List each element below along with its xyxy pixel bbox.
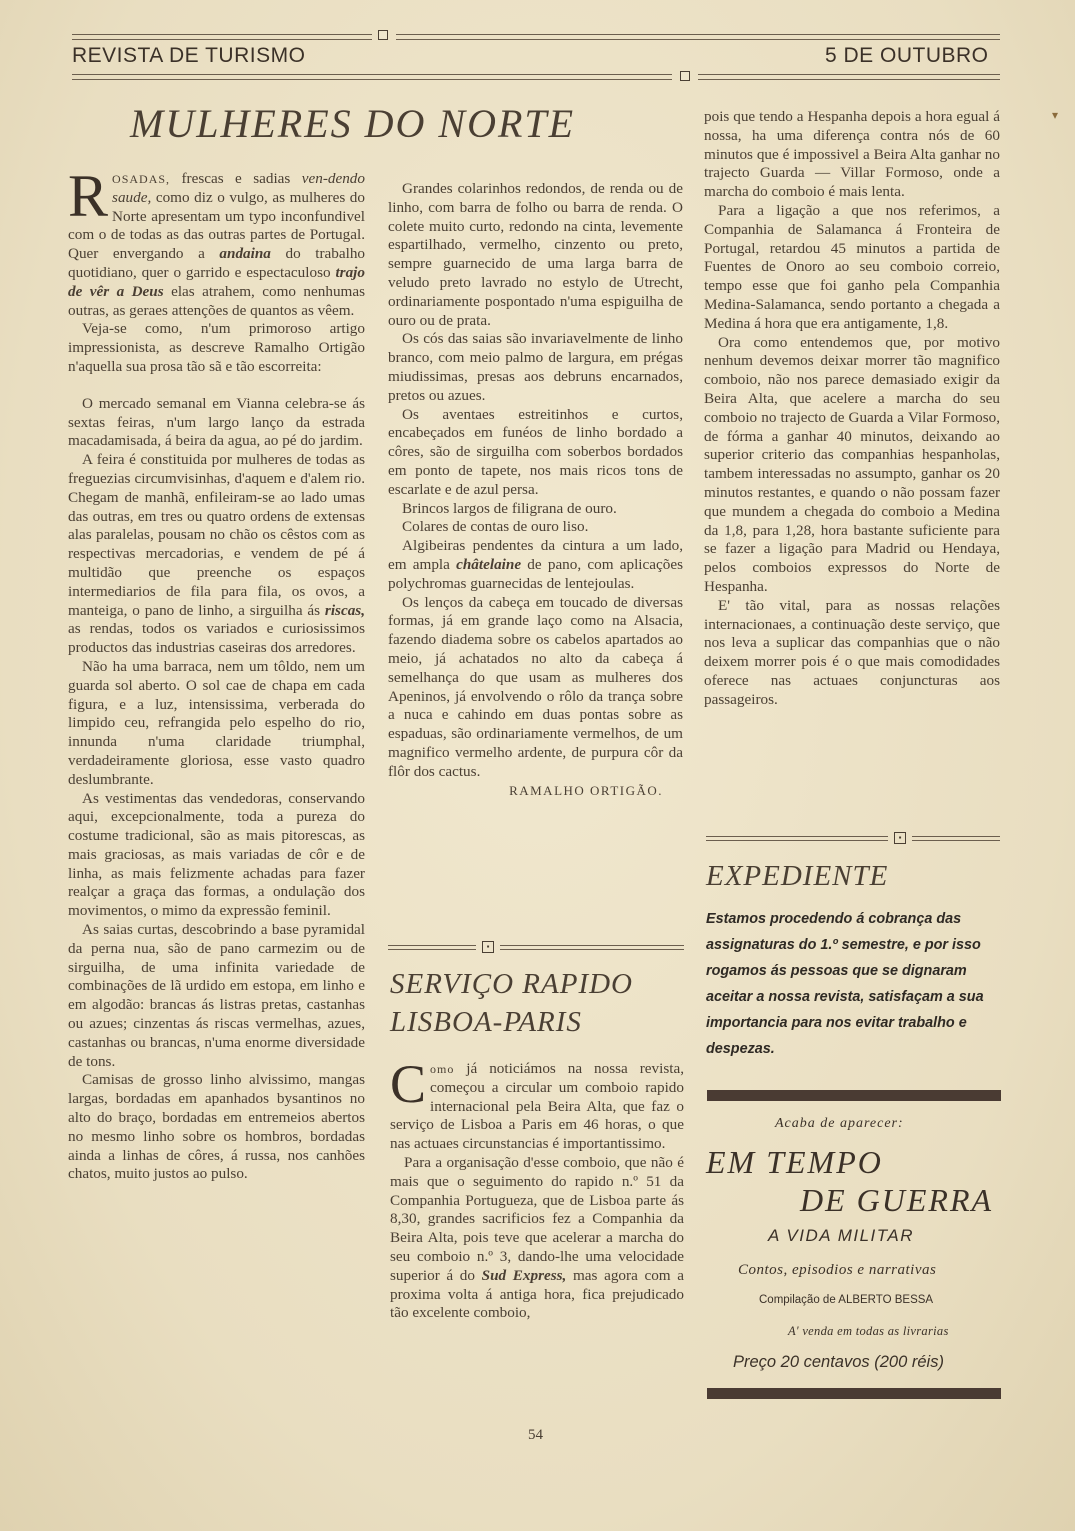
- article-column-3: [704, 108, 1000, 710]
- advert-kicker: Acaba de aparecer:: [775, 1116, 904, 1131]
- advert-bottom-bar: [707, 1388, 1001, 1399]
- quote-paragraph: Os aventaes estreitinhos e curtos, encabeçados em funéos de linho bordado a côres, são de sirguilha com soberbos bordados em ponto de tapete, nos mais ricos tons de escarlate e de azul persa.: [388, 405, 683, 498]
- quote-paragraph: Não ha uma barraca, nem um tôldo, nem um guarda sol aberto. O sol cae de chapa em cada figura, e a luz, intensissima, verberada do limpido ceu, refrangida pelo espelho do rio, innunda n'uma claridade triumphal, verdadeiramente gloriosa, esse vasto quadro deslumbrante.: [68, 657, 365, 788]
- header-rule-bottom-left: [72, 74, 672, 80]
- header-ornament-top: [378, 30, 388, 40]
- advert-price: Preço 20 centavos (200 réis): [733, 1353, 944, 1371]
- advert-subtitle: A VIDA MILITAR: [768, 1226, 915, 1245]
- article-column-2: [388, 180, 683, 800]
- quote-paragraph: Os lenços da cabeça em toucado de diversas formas, já em grande laço como na Alsacia, fazendo diadema sobre os cabelos apartados ao meio, já achatados no alto da cabeça á semelhança do que usam as mulheres dos Apeninos, já envolvendo o rôlo da trança sobre a nuca e cahindo em duas pontas sobre as espaduas, são ordinariamente vermelhos, de um magnifico vermelho ardente, de purpura côr da flôr dos cactus.: [388, 593, 683, 780]
- header-rule-bottom-right: [698, 74, 1000, 80]
- divider-ornament-icon: ▪: [894, 832, 906, 844]
- expediente-title: EXPEDIENTE: [706, 860, 889, 892]
- quote-paragraph: Os cós das saias são invariavelmente de linho branco, com meio palmo de largura, em prégas miudissimas, presas aos debruns encarnados, pretos ou azues.: [388, 330, 683, 404]
- quote-paragraph: As saias curtas, descobrindo a base pyramidal da perna nua, são de pano carmezim ou de sirguilha, de uma infinita variedade de combinações de lã urdido em estopa, em linho e em algodão: brancas ás listras pretas, castanhas ou azues; cinzentas ás riscas vermelhas, azues, castanhas ou brancas, n'uma enorme diversidade de tons.: [68, 921, 365, 1070]
- quote-paragraph: Brincos largos de filigrana de ouro.: [402, 499, 617, 517]
- divider-ornament-icon: ▪: [482, 941, 494, 953]
- article-title-servico: SERVIÇO RAPIDO: [390, 968, 633, 1000]
- article-paragraph: Veja-se como, n'um primoroso artigo impressionista, as descreve Ramalho Ortigão n'aquella sua prosa tão sã e tão escorreita:: [68, 320, 365, 375]
- expediente-divider-right: [912, 836, 1000, 841]
- section-divider-left: [388, 945, 476, 950]
- article-paragraph: Para a ligação a que nos referimos, a Companhia de Salamanca á Fronteira de Portugal, retardou 45 minutos a partida de Fuentes de Onoro ao seu comboio correio, tempo esse que foi ganho pela Companhia Medina-Salamanca, sendo portanto a chegada a Medina á hora que era antigamente, 1,8.: [704, 201, 1000, 332]
- article-paragraph: E' tão vital, para as nossas relações internacionaes, a continuação deste serviço, que nos leva a suplicar das companhias que o não deixem morrer pois é o que mais comodidades oferece nas actuaes conjuncturas aos passageiros.: [704, 596, 1000, 708]
- header-journal-title: REVISTA DE TURISMO: [72, 44, 306, 67]
- quote-paragraph: A feira é constituida por mulheres de todas as freguezias circumvisinhas, d'aquem e d'alem rio. Chegam de manhã, enfileiram-se ao lado umas das outras, em tres ou quatro ordens de extensas alas paralelas, pousam no chão os cêstos com as respectivas mercadorias, e vendem de pé á multidão que preenche os espaços intermediarios de fila para fila, os ovos, a manteiga, o pano de linho, a sirguilha ás riscas, as rendas, todos os variados e curiosissimos productos das industrias caseiras dos arredores.: [68, 451, 365, 657]
- article-paragraph: Para a organisação d'esse comboio, que não é mais que o seguimento do rapido n.º 51 da Companhia Portugueza, que de Lisboa parte ás 8,30, grandes sacrificios fez a Companhia da Beira Alta, pois teve que acelerar a marcha do seu comboio n.º 3, dando-lhe uma velocidade superior á do Sud Express, mas agora com a proxima volta á antiga hora, fica prejudicado tão excelente comboio,: [390, 1153, 684, 1322]
- article-title-mulheres: MULHERES DO NORTE: [130, 101, 576, 146]
- margin-mark-icon: ▾: [1052, 108, 1059, 122]
- expediente-divider-left: [706, 836, 888, 841]
- article-column-1: [68, 163, 366, 1184]
- author-signature: RAMALHO ORTIGÃO.: [509, 782, 663, 798]
- section-divider-right: [500, 945, 684, 950]
- expediente-notice: Estamos procedendo á cobrança das assignaturas do 1.º semestre, e por isso rogamos ás pessoas que se dignaram aceitar a nossa revista, satisfaçam a sua importancia para nos evitar trabalho e despezas.: [706, 911, 984, 1057]
- drop-cap: R: [68, 163, 109, 229]
- article-paragraph: Como já noticiámos na nossa revista, começou a circular um comboio rapido internacional pela Beira Alta, que faz o serviço de Lisboa a Paris em 46 horas, o que nas actuaes circunstancias é importantissimo.: [390, 1054, 684, 1153]
- article-paragraph: pois que tendo a Hespanha depois a hora egual á nossa, ha uma diferença contra nós de 60 minutos que é impossivel a Beira Alta ganhar no trajecto Guarda — Villar Formoso, onde a marcha do comboio é mais lenta.: [704, 108, 1000, 201]
- quote-paragraph: Camisas de grosso linho alvissimo, mangas largas, bordadas em apanhados bysantinos no alto do braço, bordadas em entremeios abertos no mesmo linho sobre os hombros, bordadas ainda a linhas de côres, á russa, nos canhões chatos, muito justos ao pulso.: [68, 1071, 365, 1183]
- quote-paragraph: As vestimentas das vendedoras, conservando aqui, excepcionalmente, toda a pureza do costume tradicional, são as mais pitorescas, as mais graciosas, as mais variadas de côr e de linha, as mais felizmente achadas para fazer realçar a graça das formas, a ondulação dos movimentos, o mimo da expressão feminil.: [68, 789, 365, 920]
- advert-title-line-1: EM TEMPO: [706, 1144, 883, 1180]
- advert-line-compilacao: Compilação de ALBERTO BESSA: [759, 1294, 934, 1306]
- quote-paragraph: O mercado semanal em Vianna celebra-se ás sextas feiras, n'um largo lanço da estrada macadamisada, á beira da agua, ao pé do jardim.: [68, 394, 365, 450]
- header-rule-top-left: [72, 34, 372, 40]
- advert-top-bar: [707, 1090, 1001, 1101]
- article-title-lisboa-paris: LISBOA-PARIS: [390, 1006, 582, 1038]
- quote-paragraph: Colares de contas de ouro liso.: [402, 518, 589, 536]
- advert-title-line-2: DE GUERRA: [800, 1182, 994, 1218]
- advert-line-contos: Contos, episodios e narrativas: [738, 1262, 937, 1278]
- page-number: 54: [528, 1427, 543, 1443]
- header-rule-top-right: [396, 34, 1000, 40]
- article-paragraph: ROSADAS, frescas e sadias ven-dendo saude, como diz o vulgo, as mulheres do Norte apresentam um typo inconfundivel com o de todas as das outras partes de Portugal. Quer envergando a andaina do trabalho quotidiano, quer o garrido e espectaculoso trajo de vêr a Deus elas atrahem, como nenhumas outras, as geraes attenções de quantos as vêem.: [68, 163, 366, 319]
- quote-paragraph: Algibeiras pendentes da cintura a um lado, em ampla châtelaine de pano, com aplicações polychromas guarnecidas de lentejoulas.: [388, 537, 683, 592]
- quote-paragraph: Grandes colarinhos redondos, de renda ou de linho, com barra de folho ou barra de renda. O colete muito curto, redondo na cinta, levemente espartilhado, vermelho, cinzento ou preto, sempre guarnecido de uma larga barra de veludo preto lavrado no estylo de Utrecht, ordinariamente pospontado n'uma espiguilha de ouro ou de prata.: [388, 180, 683, 329]
- advert-line-venda: A' venda em todas as livrarias: [788, 1324, 949, 1338]
- header-date: 5 DE OUTUBRO: [825, 44, 989, 67]
- header-ornament-bottom: [680, 71, 690, 81]
- article-paragraph: Ora como entendemos que, por motivo nenhum devemos deixar morrer tão magnifico comboio, não nos parece demasiado exigir da Beira Alta, que acelere a marcha do seu comboio no trajecto de Guarda a Vilar Formoso, de fórma a ganhar 40 minutos, deixando ao superior criterio das companhias hespanholas, tambem interessadas no assumpto, ganhar os 20 minutos restantes, e quando o não possam fazer que mundem a chegada do comboio a Medina da 1,8, para 1,28, hora bastante suficiente para se fazer a ligação para Madrid ou Hendaya, pelos comboios expressos do Norte de Hespanha.: [704, 333, 1000, 595]
- article-2-column: [390, 1054, 684, 1323]
- drop-cap: C: [390, 1054, 427, 1114]
